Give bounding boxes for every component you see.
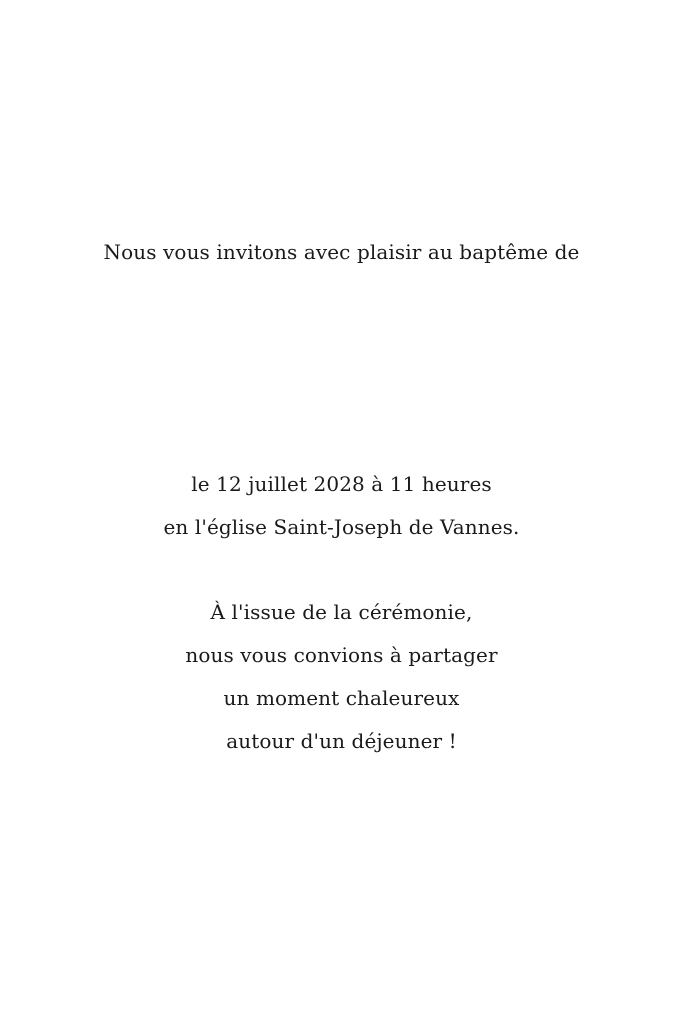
reception-line-2: nous vous convions à partager <box>185 643 498 667</box>
ceremony-location: en l'église Saint-Joseph de Vannes. <box>163 515 520 539</box>
reception-line-4: autour d'un déjeuner ! <box>226 729 457 753</box>
reception-line-3: un moment chaleureux <box>223 686 460 710</box>
reception-line-1: À l'issue de la cérémonie, <box>210 600 473 624</box>
invitation-intro: Nous vous invitons avec plaisir au baptême de <box>103 240 580 264</box>
ceremony-date: le 12 juillet 2028 à 11 heures <box>191 472 492 496</box>
